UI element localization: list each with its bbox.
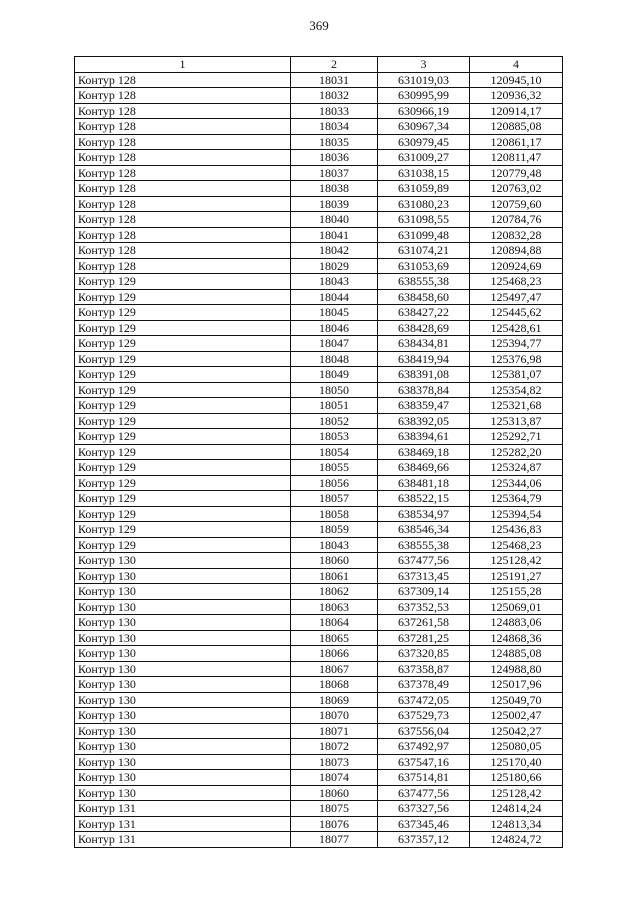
contour-cell: Контур 129 xyxy=(75,351,291,367)
x-coordinate-cell: 638419,94 xyxy=(378,351,470,367)
y-coordinate-cell: 125497,47 xyxy=(470,289,563,305)
x-coordinate-cell: 638392,05 xyxy=(378,413,470,429)
y-coordinate-cell: 125155,28 xyxy=(470,584,563,600)
contour-cell: Контур 128 xyxy=(75,196,291,212)
contour-cell: Контур 131 xyxy=(75,801,291,817)
x-coordinate-cell: 630995,99 xyxy=(378,88,470,104)
y-coordinate-cell: 125468,23 xyxy=(470,537,563,553)
column-header-3: 3 xyxy=(378,57,470,73)
contour-cell: Контур 128 xyxy=(75,258,291,274)
y-coordinate-cell: 124883,06 xyxy=(470,615,563,631)
table-row xyxy=(75,274,563,290)
y-coordinate-cell: 120861,17 xyxy=(470,134,563,150)
column-header-1: 1 xyxy=(75,57,291,73)
y-coordinate-cell: 125049,70 xyxy=(470,692,563,708)
y-coordinate-cell: 120763,02 xyxy=(470,181,563,197)
table-row xyxy=(75,677,563,693)
contour-cell: Контур 128 xyxy=(75,227,291,243)
contour-cell: Контур 128 xyxy=(75,88,291,104)
table-row xyxy=(75,816,563,832)
x-coordinate-cell: 631059,89 xyxy=(378,181,470,197)
x-coordinate-cell: 631019,03 xyxy=(378,72,470,88)
x-coordinate-cell: 638522,15 xyxy=(378,491,470,507)
y-coordinate-cell: 124813,34 xyxy=(470,816,563,832)
table-row xyxy=(75,646,563,662)
point-number-cell: 18071 xyxy=(291,723,378,739)
x-coordinate-cell: 638555,38 xyxy=(378,537,470,553)
point-number-cell: 18061 xyxy=(291,568,378,584)
y-coordinate-cell: 125436,83 xyxy=(470,522,563,538)
y-coordinate-cell: 125344,06 xyxy=(470,475,563,491)
contour-cell: Контур 129 xyxy=(75,336,291,352)
x-coordinate-cell: 637492,97 xyxy=(378,739,470,755)
y-coordinate-cell: 125042,27 xyxy=(470,723,563,739)
x-coordinate-cell: 637556,04 xyxy=(378,723,470,739)
y-coordinate-cell: 125321,68 xyxy=(470,398,563,414)
y-coordinate-cell: 120914,17 xyxy=(470,103,563,119)
table-row xyxy=(75,289,563,305)
page-number: 369 xyxy=(309,18,329,33)
contour-cell: Контур 130 xyxy=(75,754,291,770)
contour-cell: Контур 129 xyxy=(75,506,291,522)
table-row xyxy=(75,413,563,429)
point-number-cell: 18070 xyxy=(291,708,378,724)
point-number-cell: 18033 xyxy=(291,103,378,119)
point-number-cell: 18069 xyxy=(291,692,378,708)
point-number-cell: 18054 xyxy=(291,444,378,460)
table-row xyxy=(75,382,563,398)
coordinates-table xyxy=(74,56,563,848)
table-body xyxy=(75,72,563,847)
point-number-cell: 18048 xyxy=(291,351,378,367)
table-row xyxy=(75,661,563,677)
y-coordinate-cell: 125128,42 xyxy=(470,785,563,801)
y-coordinate-cell: 125428,61 xyxy=(470,320,563,336)
contour-cell: Контур 129 xyxy=(75,429,291,445)
point-number-cell: 18034 xyxy=(291,119,378,135)
table-row xyxy=(75,444,563,460)
table-row xyxy=(75,785,563,801)
x-coordinate-cell: 637472,05 xyxy=(378,692,470,708)
contour-cell: Контур 130 xyxy=(75,692,291,708)
point-number-cell: 18060 xyxy=(291,785,378,801)
contour-cell: Контур 129 xyxy=(75,475,291,491)
point-number-cell: 18058 xyxy=(291,506,378,522)
point-number-cell: 18031 xyxy=(291,72,378,88)
table-row xyxy=(75,522,563,538)
contour-cell: Контур 128 xyxy=(75,181,291,197)
table-row xyxy=(75,708,563,724)
table-row xyxy=(75,398,563,414)
table-row xyxy=(75,165,563,181)
point-number-cell: 18051 xyxy=(291,398,378,414)
y-coordinate-cell: 125191,27 xyxy=(470,568,563,584)
contour-cell: Контур 129 xyxy=(75,413,291,429)
contour-cell: Контур 130 xyxy=(75,568,291,584)
x-coordinate-cell: 637358,87 xyxy=(378,661,470,677)
x-coordinate-cell: 630979,45 xyxy=(378,134,470,150)
x-coordinate-cell: 630967,34 xyxy=(378,119,470,135)
point-number-cell: 18059 xyxy=(291,522,378,538)
column-header-2: 2 xyxy=(291,57,378,73)
x-coordinate-cell: 637378,49 xyxy=(378,677,470,693)
x-coordinate-cell: 637529,73 xyxy=(378,708,470,724)
point-number-cell: 18043 xyxy=(291,274,378,290)
table-row xyxy=(75,196,563,212)
table-row xyxy=(75,72,563,88)
table-row xyxy=(75,119,563,135)
contour-cell: Контур 128 xyxy=(75,119,291,135)
contour-cell: Контур 128 xyxy=(75,103,291,119)
point-number-cell: 18063 xyxy=(291,599,378,615)
point-number-cell: 18067 xyxy=(291,661,378,677)
contour-cell: Контур 128 xyxy=(75,165,291,181)
table-row xyxy=(75,460,563,476)
contour-cell: Контур 129 xyxy=(75,460,291,476)
table-row xyxy=(75,723,563,739)
table-row xyxy=(75,491,563,507)
x-coordinate-cell: 638434,81 xyxy=(378,336,470,352)
contour-cell: Контур 130 xyxy=(75,584,291,600)
y-coordinate-cell: 120924,69 xyxy=(470,258,563,274)
contour-cell: Контур 130 xyxy=(75,739,291,755)
x-coordinate-cell: 637352,53 xyxy=(378,599,470,615)
contour-cell: Контур 129 xyxy=(75,367,291,383)
x-coordinate-cell: 638427,22 xyxy=(378,305,470,321)
y-coordinate-cell: 124814,24 xyxy=(470,801,563,817)
contour-cell: Контур 129 xyxy=(75,320,291,336)
x-coordinate-cell: 631038,15 xyxy=(378,165,470,181)
y-coordinate-cell: 125292,71 xyxy=(470,429,563,445)
point-number-cell: 18056 xyxy=(291,475,378,491)
table-row xyxy=(75,537,563,553)
y-coordinate-cell: 125354,82 xyxy=(470,382,563,398)
y-coordinate-cell: 120811,47 xyxy=(470,150,563,166)
point-number-cell: 18074 xyxy=(291,770,378,786)
y-coordinate-cell: 120759,60 xyxy=(470,196,563,212)
point-number-cell: 18053 xyxy=(291,429,378,445)
point-number-cell: 18073 xyxy=(291,754,378,770)
contour-cell: Контур 129 xyxy=(75,491,291,507)
table-row xyxy=(75,770,563,786)
contour-cell: Контур 130 xyxy=(75,723,291,739)
table-row xyxy=(75,227,563,243)
x-coordinate-cell: 631080,23 xyxy=(378,196,470,212)
contour-cell: Контур 130 xyxy=(75,630,291,646)
contour-cell: Контур 131 xyxy=(75,816,291,832)
point-number-cell: 18062 xyxy=(291,584,378,600)
table-row xyxy=(75,336,563,352)
table-row xyxy=(75,615,563,631)
y-coordinate-cell: 125394,77 xyxy=(470,336,563,352)
table-row xyxy=(75,367,563,383)
contour-cell: Контур 130 xyxy=(75,661,291,677)
y-coordinate-cell: 125170,40 xyxy=(470,754,563,770)
point-number-cell: 18042 xyxy=(291,243,378,259)
table-row xyxy=(75,243,563,259)
table-row xyxy=(75,429,563,445)
x-coordinate-cell: 637477,56 xyxy=(378,785,470,801)
y-coordinate-cell: 120832,28 xyxy=(470,227,563,243)
point-number-cell: 18064 xyxy=(291,615,378,631)
x-coordinate-cell: 638481,18 xyxy=(378,475,470,491)
point-number-cell: 18045 xyxy=(291,305,378,321)
y-coordinate-cell: 125376,98 xyxy=(470,351,563,367)
point-number-cell: 18060 xyxy=(291,553,378,569)
y-coordinate-cell: 120779,48 xyxy=(470,165,563,181)
table-row xyxy=(75,630,563,646)
y-coordinate-cell: 124824,72 xyxy=(470,832,563,848)
x-coordinate-cell: 637514,81 xyxy=(378,770,470,786)
x-coordinate-cell: 638428,69 xyxy=(378,320,470,336)
x-coordinate-cell: 637261,58 xyxy=(378,615,470,631)
point-number-cell: 18072 xyxy=(291,739,378,755)
point-number-cell: 18075 xyxy=(291,801,378,817)
y-coordinate-cell: 125128,42 xyxy=(470,553,563,569)
point-number-cell: 18050 xyxy=(291,382,378,398)
contour-cell: Контур 129 xyxy=(75,382,291,398)
point-number-cell: 18046 xyxy=(291,320,378,336)
table-header-row xyxy=(75,57,563,73)
contour-cell: Контур 129 xyxy=(75,522,291,538)
x-coordinate-cell: 637477,56 xyxy=(378,553,470,569)
point-number-cell: 18076 xyxy=(291,816,378,832)
point-number-cell: 18035 xyxy=(291,134,378,150)
x-coordinate-cell: 637547,16 xyxy=(378,754,470,770)
table-row xyxy=(75,258,563,274)
x-coordinate-cell: 638391,08 xyxy=(378,367,470,383)
table-row xyxy=(75,599,563,615)
contour-cell: Контур 128 xyxy=(75,150,291,166)
table-row xyxy=(75,181,563,197)
point-number-cell: 18066 xyxy=(291,646,378,662)
column-header-4: 4 xyxy=(470,57,563,73)
x-coordinate-cell: 638469,66 xyxy=(378,460,470,476)
y-coordinate-cell: 120945,10 xyxy=(470,72,563,88)
point-number-cell: 18052 xyxy=(291,413,378,429)
table-row xyxy=(75,832,563,848)
y-coordinate-cell: 124868,36 xyxy=(470,630,563,646)
y-coordinate-cell: 125364,79 xyxy=(470,491,563,507)
y-coordinate-cell: 125324,87 xyxy=(470,460,563,476)
point-number-cell: 18044 xyxy=(291,289,378,305)
contour-cell: Контур 129 xyxy=(75,289,291,305)
table-row xyxy=(75,692,563,708)
x-coordinate-cell: 638555,38 xyxy=(378,274,470,290)
x-coordinate-cell: 631098,55 xyxy=(378,212,470,228)
table-row xyxy=(75,475,563,491)
y-coordinate-cell: 120784,76 xyxy=(470,212,563,228)
point-number-cell: 18039 xyxy=(291,196,378,212)
table-row xyxy=(75,553,563,569)
x-coordinate-cell: 631099,48 xyxy=(378,227,470,243)
table-row xyxy=(75,212,563,228)
point-number-cell: 18065 xyxy=(291,630,378,646)
point-number-cell: 18038 xyxy=(291,181,378,197)
x-coordinate-cell: 637320,85 xyxy=(378,646,470,662)
contour-cell: Контур 130 xyxy=(75,646,291,662)
contour-cell: Контур 129 xyxy=(75,398,291,414)
x-coordinate-cell: 637345,46 xyxy=(378,816,470,832)
x-coordinate-cell: 631074,21 xyxy=(378,243,470,259)
contour-cell: Контур 129 xyxy=(75,537,291,553)
contour-cell: Контур 128 xyxy=(75,243,291,259)
contour-cell: Контур 128 xyxy=(75,212,291,228)
contour-cell: Контур 129 xyxy=(75,444,291,460)
contour-cell: Контур 128 xyxy=(75,134,291,150)
point-number-cell: 18043 xyxy=(291,537,378,553)
y-coordinate-cell: 124885,08 xyxy=(470,646,563,662)
table-row xyxy=(75,88,563,104)
y-coordinate-cell: 120936,32 xyxy=(470,88,563,104)
point-number-cell: 18032 xyxy=(291,88,378,104)
y-coordinate-cell: 124988,80 xyxy=(470,661,563,677)
contour-cell: Контур 130 xyxy=(75,553,291,569)
x-coordinate-cell: 630966,19 xyxy=(378,103,470,119)
table-row xyxy=(75,739,563,755)
table-row xyxy=(75,801,563,817)
contour-cell: Контур 129 xyxy=(75,274,291,290)
y-coordinate-cell: 120885,08 xyxy=(470,119,563,135)
table-row xyxy=(75,134,563,150)
table-row xyxy=(75,103,563,119)
y-coordinate-cell: 125002,47 xyxy=(470,708,563,724)
point-number-cell: 18036 xyxy=(291,150,378,166)
point-number-cell: 18055 xyxy=(291,460,378,476)
contour-cell: Контур 128 xyxy=(75,72,291,88)
y-coordinate-cell: 125017,96 xyxy=(470,677,563,693)
y-coordinate-cell: 125445,62 xyxy=(470,305,563,321)
x-coordinate-cell: 637357,12 xyxy=(378,832,470,848)
x-coordinate-cell: 637327,56 xyxy=(378,801,470,817)
x-coordinate-cell: 638458,60 xyxy=(378,289,470,305)
table-row xyxy=(75,150,563,166)
contour-cell: Контур 131 xyxy=(75,832,291,848)
contour-cell: Контур 130 xyxy=(75,677,291,693)
y-coordinate-cell: 125468,23 xyxy=(470,274,563,290)
y-coordinate-cell: 125313,87 xyxy=(470,413,563,429)
x-coordinate-cell: 631009,27 xyxy=(378,150,470,166)
point-number-cell: 18041 xyxy=(291,227,378,243)
point-number-cell: 18037 xyxy=(291,165,378,181)
table-row xyxy=(75,584,563,600)
x-coordinate-cell: 638378,84 xyxy=(378,382,470,398)
contour-cell: Контур 130 xyxy=(75,708,291,724)
x-coordinate-cell: 638534,97 xyxy=(378,506,470,522)
contour-cell: Контур 130 xyxy=(75,599,291,615)
x-coordinate-cell: 638469,18 xyxy=(378,444,470,460)
x-coordinate-cell: 637313,45 xyxy=(378,568,470,584)
x-coordinate-cell: 637309,14 xyxy=(378,584,470,600)
table-row xyxy=(75,754,563,770)
y-coordinate-cell: 125282,20 xyxy=(470,444,563,460)
y-coordinate-cell: 125180,66 xyxy=(470,770,563,786)
x-coordinate-cell: 638394,61 xyxy=(378,429,470,445)
contour-cell: Контур 130 xyxy=(75,770,291,786)
point-number-cell: 18047 xyxy=(291,336,378,352)
y-coordinate-cell: 125069,01 xyxy=(470,599,563,615)
x-coordinate-cell: 638546,34 xyxy=(378,522,470,538)
table-row xyxy=(75,351,563,367)
table-row xyxy=(75,506,563,522)
point-number-cell: 18040 xyxy=(291,212,378,228)
table-row xyxy=(75,568,563,584)
x-coordinate-cell: 637281,25 xyxy=(378,630,470,646)
point-number-cell: 18077 xyxy=(291,832,378,848)
point-number-cell: 18068 xyxy=(291,677,378,693)
table-row xyxy=(75,305,563,321)
contour-cell: Контур 130 xyxy=(75,785,291,801)
y-coordinate-cell: 120894,88 xyxy=(470,243,563,259)
y-coordinate-cell: 125080,05 xyxy=(470,739,563,755)
x-coordinate-cell: 638359,47 xyxy=(378,398,470,414)
y-coordinate-cell: 125394,54 xyxy=(470,506,563,522)
table-row xyxy=(75,320,563,336)
contour-cell: Контур 130 xyxy=(75,615,291,631)
point-number-cell: 18029 xyxy=(291,258,378,274)
contour-cell: Контур 129 xyxy=(75,305,291,321)
y-coordinate-cell: 125381,07 xyxy=(470,367,563,383)
point-number-cell: 18057 xyxy=(291,491,378,507)
point-number-cell: 18049 xyxy=(291,367,378,383)
x-coordinate-cell: 631053,69 xyxy=(378,258,470,274)
